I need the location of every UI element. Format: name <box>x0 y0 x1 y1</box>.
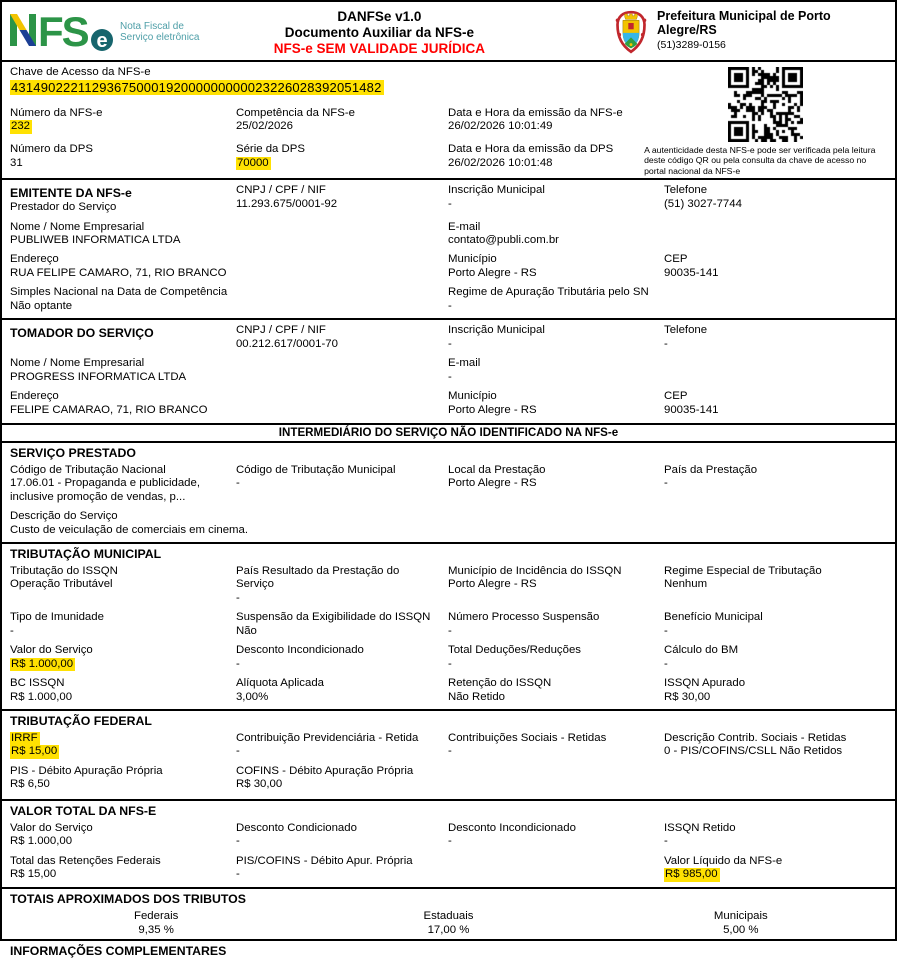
field-value: - <box>235 657 240 670</box>
field-emitente-endereco <box>10 250 448 283</box>
field-label: Alíquota Aplicada <box>235 677 324 690</box>
access-key-block <box>2 62 895 178</box>
field-value: 0 - PIS/COFINS/CSLL Não Retidos <box>664 745 843 758</box>
field-label: Município <box>448 390 497 403</box>
field-label: Contribuições Sociais - Retidas <box>448 731 607 744</box>
field-value: R$ 1.000,00 <box>10 835 73 848</box>
field-contrib-previdenciaria <box>236 729 448 762</box>
field-emitente-email <box>448 218 887 251</box>
field-value: Não Retido <box>448 690 505 703</box>
intermediario-band: INTERMEDIÁRIO DO SERVIÇO NÃO IDENTIFICADO NA NFS-e <box>2 423 895 441</box>
field-beneficio-municipal <box>664 608 887 641</box>
field-label: Descrição Contrib. Sociais - Retidas <box>664 731 847 744</box>
field-value: - <box>448 197 452 210</box>
municipal-coat-of-arms-icon <box>613 9 649 55</box>
field-value: 90035-141 <box>664 403 719 416</box>
municipality-phone: (51)3289-0156 <box>657 38 726 51</box>
field-label-highlighted: IRRF <box>11 731 38 744</box>
field-value: 9,35 % <box>138 923 174 936</box>
section-tributacao-federal <box>2 709 895 799</box>
section-subtitle: Prestador do Serviço <box>10 201 117 214</box>
field-label: Código de Tributação Municipal <box>235 463 396 476</box>
field-label: Nome / Nome Empresarial <box>10 357 145 370</box>
field-municipio-incidencia <box>448 562 664 608</box>
field-label: Nome / Nome Empresarial <box>10 220 145 233</box>
field-label: COFINS - Débito Apuração Própria <box>235 764 414 777</box>
field-label: Telefone <box>664 184 708 197</box>
field-label: PIS/COFINS - Débito Apur. Própria <box>235 854 413 867</box>
section-title: INFORMAÇÕES COMPLEMENTARES <box>10 944 227 959</box>
field-value: RUA FELIPE CAMARO, 71, RIO BRANCO <box>10 266 227 279</box>
field-label: ISSQN Retido <box>664 821 736 834</box>
field-numero-dps <box>10 140 236 176</box>
municipality-text <box>657 9 887 51</box>
section-title: VALOR TOTAL DA NFS-E <box>10 804 157 819</box>
field-contrib-sociais <box>448 729 664 762</box>
field-value: 17.06.01 - Propaganda e publicidade, inclusive promoção de vendas, p... <box>10 477 200 503</box>
field-issqn-retido <box>664 819 887 852</box>
municipality-block <box>541 9 887 55</box>
field-emitente-cep <box>664 250 887 283</box>
chave-value: 43149022211293675000192000000000023226028392051482 <box>11 80 382 96</box>
field-value: - <box>235 477 240 490</box>
section-totais-tributos <box>2 887 895 940</box>
field-label: Suspensão da Exigibilidade do ISSQN <box>235 611 431 624</box>
field-label: Endereço <box>10 253 59 266</box>
field-emitente-inscricao <box>448 181 664 217</box>
field-valor-liquido <box>664 852 887 885</box>
field-tributacao-issqn <box>10 562 236 608</box>
field-value: Porto Alegre - RS <box>448 477 537 490</box>
field-label: CNPJ / CPF / NIF <box>235 324 326 337</box>
field-value: 17,00 % <box>427 923 470 936</box>
field-label: Municipais <box>713 910 768 923</box>
field-value: - <box>664 657 668 670</box>
field-label: Inscrição Municipal <box>448 324 545 337</box>
field-label: Simples Nacional na Data de Competência <box>10 286 228 299</box>
field-label: Competência da NFS-e <box>235 106 355 119</box>
logo-tagline-line2: Serviço eletrônica <box>120 32 200 44</box>
field-value: 11.293.675/0001-92 <box>235 197 338 210</box>
field-tomador-inscricao <box>448 321 664 354</box>
field-label: Data e Hora da emissão da DPS <box>448 143 614 156</box>
field-label: CEP <box>664 253 688 266</box>
field-value: 00.212.617/0001-70 <box>235 337 338 350</box>
field-desconto-condicionado <box>236 819 448 852</box>
field-value: - <box>664 835 668 848</box>
field-pis <box>10 762 236 795</box>
field-value: - <box>235 591 240 604</box>
field-value: - <box>235 835 240 848</box>
field-regime-especial <box>664 562 887 608</box>
field-value-highlighted: R$ 1.000,00 <box>11 657 74 670</box>
field-label: Valor Líquido da NFS-e <box>664 854 783 867</box>
field-label: BC ISSQN <box>10 677 65 690</box>
field-totais-municipais <box>595 910 887 937</box>
field-value: Porto Alegre - RS <box>448 403 537 416</box>
field-value: - <box>448 835 452 848</box>
field-value: - <box>664 624 668 637</box>
qr-zone <box>644 65 887 176</box>
document-subtitle: Documento Auxiliar da NFS-e <box>284 24 474 40</box>
field-value: PROGRESS INFORMATICA LTDA <box>10 370 187 383</box>
field-cod-trib-municipal <box>236 461 448 507</box>
field-value: Nenhum <box>664 578 708 591</box>
field-cod-trib-nacional <box>10 461 236 507</box>
field-emitente-telefone <box>664 181 887 217</box>
section-title: TOMADOR DO SERVIÇO <box>10 326 154 341</box>
field-value: FELIPE CAMARAO, 71, RIO BRANCO <box>10 403 208 416</box>
field-value: - <box>448 299 452 312</box>
field-tipo-imunidade <box>10 608 236 641</box>
field-emitente-regime-sn <box>448 283 887 316</box>
section-title: SERVIÇO PRESTADO <box>10 446 136 461</box>
field-descricao-servico <box>10 507 887 540</box>
field-pais-prestacao <box>664 461 887 507</box>
danfse-version-title: DANFSe v1.0 <box>337 9 422 24</box>
field-value: R$ 6,50 <box>10 778 50 791</box>
field-emitente-municipio <box>448 250 664 283</box>
field-value: Não <box>235 624 257 637</box>
field-value: - <box>664 337 668 350</box>
field-label: Regime Especial de Tributação <box>664 565 822 577</box>
empty-cell <box>448 762 664 795</box>
field-label: País da Prestação <box>664 463 758 476</box>
field-value: R$ 1.000,00 <box>10 690 73 703</box>
field-label: Benefício Municipal <box>664 611 763 624</box>
field-value: 90035-141 <box>664 266 719 279</box>
field-value: 3,00% <box>235 690 269 703</box>
field-label: E-mail <box>448 220 481 233</box>
field-descricao-contrib <box>664 729 887 762</box>
field-label: Município <box>448 253 497 266</box>
field-value: - <box>235 745 240 758</box>
field-label: Desconto Incondicionado <box>235 644 364 657</box>
section-tomador <box>2 318 895 423</box>
field-value: 26/02/2026 10:01:48 <box>448 156 553 169</box>
field-label: Local da Prestação <box>448 463 546 476</box>
field-value-highlighted: R$ 985,00 <box>665 868 718 881</box>
field-suspensao-exigibilidade <box>236 608 448 641</box>
field-valor-servico <box>10 641 236 674</box>
field-totais-federais <box>10 910 302 937</box>
field-value: contato@publi.com.br <box>448 233 559 246</box>
field-label: PIS - Débito Apuração Própria <box>10 764 163 777</box>
field-tomador-nome <box>10 354 448 387</box>
field-value: 25/02/2026 <box>235 120 293 133</box>
field-label: Total Deduções/Reduções <box>448 644 581 657</box>
field-retencao-issqn <box>448 674 664 707</box>
section-valor-total <box>2 799 895 887</box>
field-desconto-incondicionado <box>236 641 448 674</box>
tomador-title-cell <box>10 321 236 354</box>
section-tributacao-municipal <box>2 542 895 709</box>
nfse-logo-icon <box>10 9 116 53</box>
field-value: Não optante <box>10 299 73 312</box>
field-value: Operação Tributável <box>10 578 113 591</box>
municipality-name: Prefeitura Municipal de Porto Alegre/RS <box>657 9 831 38</box>
field-value: PUBLIWEB INFORMATICA LTDA <box>10 233 181 246</box>
field-label: E-mail <box>448 357 481 370</box>
field-label: Tipo de Imunidade <box>10 611 104 624</box>
field-value: R$ 15,00 <box>10 868 57 881</box>
document-header <box>2 2 895 62</box>
field-label: CEP <box>664 390 688 403</box>
section-informacoes-complementares <box>2 939 895 964</box>
field-label: Telefone <box>664 324 708 337</box>
field-bc-issqn <box>10 674 236 707</box>
field-value: R$ 30,00 <box>235 778 283 791</box>
field-label: Cálculo do BM <box>664 644 739 657</box>
field-value: Porto Alegre - RS <box>448 266 537 279</box>
field-emissao-nfse <box>448 104 644 140</box>
field-value: - <box>448 624 452 637</box>
field-label: Código de Tributação Nacional <box>10 463 166 476</box>
field-competencia <box>236 104 448 140</box>
section-title: EMITENTE DA NFS-e <box>10 186 132 201</box>
field-label: Número da NFS-e <box>10 106 103 119</box>
logo-tagline <box>120 21 199 43</box>
field-pis-cofins-debito <box>236 852 448 885</box>
empty-cell <box>448 852 664 885</box>
field-emissao-dps <box>448 140 644 176</box>
field-label: Federais <box>134 910 179 923</box>
field-value-highlighted: R$ 15,00 <box>11 745 58 758</box>
field-total-retencoes <box>10 852 236 885</box>
empty-cell <box>664 762 887 795</box>
field-value: - <box>235 868 240 881</box>
chave-label: Chave de Acesso da NFS-e <box>10 66 151 78</box>
field-label: ISSQN Apurado <box>664 677 746 690</box>
field-numero-processo <box>448 608 664 641</box>
field-value: - <box>448 337 452 350</box>
field-label: Município de Incidência do ISSQN <box>448 565 622 577</box>
field-label: Data e Hora da emissão da NFS-e <box>448 106 623 119</box>
field-value: Custo de veiculação de comerciais em cinema. <box>10 523 249 536</box>
field-label: Valor do Serviço <box>10 821 93 834</box>
logo-tagline-line1: Nota Fiscal de <box>120 21 184 32</box>
logo-e-text: e <box>96 30 108 52</box>
field-emitente-nome <box>10 218 448 251</box>
no-legal-validity-warning: NFS-e SEM VALIDADE JURÍDICA <box>273 40 485 56</box>
field-vt-desconto-incondicionado <box>448 819 664 852</box>
field-label: País Resultado da Prestação do Serviço <box>235 565 400 591</box>
field-value: 26/02/2026 10:01:49 <box>448 120 553 133</box>
field-label: Descrição do Serviço <box>10 510 118 523</box>
field-value-highlighted: 232 <box>11 120 31 133</box>
field-label: Estaduais <box>423 910 474 923</box>
field-irrf <box>10 729 236 762</box>
logo-fs-text: FS <box>38 8 88 55</box>
field-tomador-municipio <box>448 387 664 420</box>
field-label: Tributação do ISSQN <box>10 565 118 577</box>
field-cofins <box>236 762 448 795</box>
field-value: 31 <box>10 156 23 169</box>
field-tomador-telefone <box>664 321 887 354</box>
field-label: Número Processo Suspensão <box>448 611 600 624</box>
field-tomador-endereco <box>10 387 448 420</box>
field-emitente-cnpj <box>236 181 448 217</box>
field-chave-acesso <box>10 65 644 104</box>
field-label: Regime de Apuração Tributária pelo SN <box>448 286 649 299</box>
field-label: Desconto Incondicionado <box>448 821 576 834</box>
field-label: Total das Retenções Federais <box>10 854 161 867</box>
nfse-logo <box>10 9 218 53</box>
qr-code-icon <box>728 67 803 142</box>
field-label: CNPJ / CPF / NIF <box>235 184 326 197</box>
field-calculo-bm <box>664 641 887 674</box>
field-label: Desconto Condicionado <box>235 821 357 834</box>
field-label: Número da DPS <box>10 143 93 156</box>
document-title-block <box>218 9 541 58</box>
field-value-highlighted: 70000 <box>236 156 269 169</box>
field-pais-resultado <box>236 562 448 608</box>
field-value: - <box>448 370 452 383</box>
field-emitente-simples <box>10 283 448 316</box>
field-vt-valor-servico <box>10 819 236 852</box>
field-value: Porto Alegre - RS <box>448 578 537 591</box>
section-title: TRIBUTAÇÃO MUNICIPAL <box>10 547 162 562</box>
field-label: Contribuição Previdenciária - Retida <box>235 731 419 744</box>
section-servico-prestado <box>2 441 895 542</box>
field-label: Série da DPS <box>235 143 305 156</box>
field-label: Valor do Serviço <box>10 644 93 657</box>
field-value: - <box>448 745 452 758</box>
field-value: - <box>664 477 668 490</box>
section-title: TOTAIS APROXIMADOS DOS TRIBUTOS <box>10 891 246 906</box>
section-title: TRIBUTAÇÃO FEDERAL <box>10 714 152 729</box>
field-totais-estaduais <box>302 910 594 937</box>
field-label: Retenção do ISSQN <box>448 677 552 690</box>
qr-caption: A autenticidade desta NFS-e pode ser verificada pela leitura deste código QR ou pela consulta da chave de acesso no portal nacional da NFS-e <box>644 145 876 176</box>
emitente-title-cell <box>10 181 236 217</box>
field-local-prestacao <box>448 461 664 507</box>
field-aliquota <box>236 674 448 707</box>
field-tomador-cnpj <box>236 321 448 354</box>
field-value: - <box>10 624 14 637</box>
field-value: R$ 30,00 <box>664 690 711 703</box>
field-numero-nfse <box>10 104 236 140</box>
field-value: 5,00 % <box>723 923 759 936</box>
field-value: (51) 3027-7744 <box>664 197 742 210</box>
field-label: Inscrição Municipal <box>448 184 545 197</box>
field-tomador-cep <box>664 387 887 420</box>
field-tomador-email <box>448 354 887 387</box>
field-label: Endereço <box>10 390 59 403</box>
field-issqn-apurado <box>664 674 887 707</box>
field-total-deducoes <box>448 641 664 674</box>
section-emitente <box>2 178 895 318</box>
field-serie-dps <box>236 140 448 176</box>
field-value: - <box>448 657 452 670</box>
